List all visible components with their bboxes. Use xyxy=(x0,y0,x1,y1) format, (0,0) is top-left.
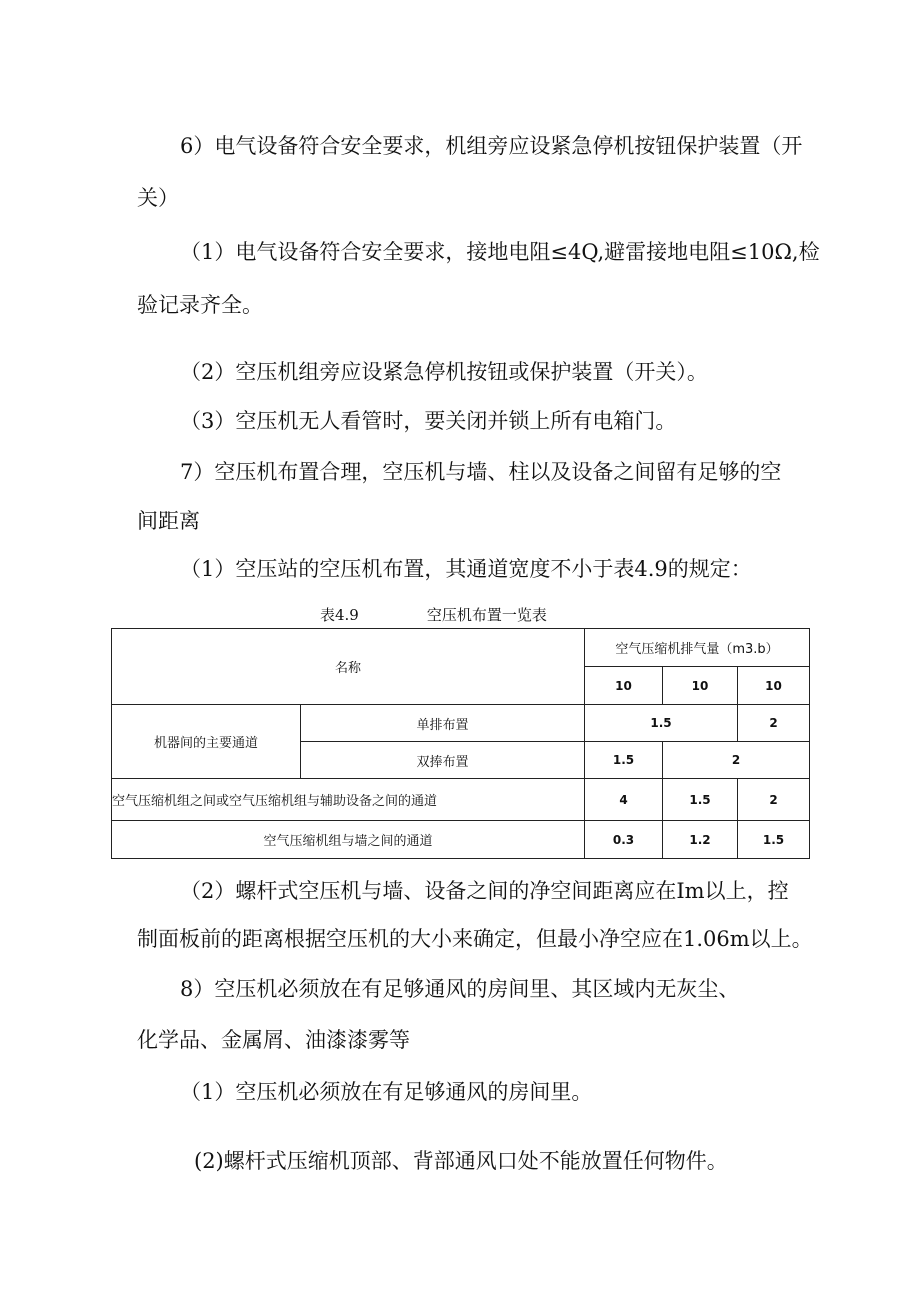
table-caption xyxy=(320,604,547,626)
para-6-1-line1: （1）电气设备符合安全要求，接地电阻≤4Q,避雷接地电阻≤10Ω,检 xyxy=(180,240,820,264)
row-units-aisle-label: 空气压缩机组之间或空气压缩机组与辅助设备之间的通道 xyxy=(112,779,585,821)
para-8-line1: 8）空压机必须放在有足够通风的房间里、其区域内无灰尘、 xyxy=(180,977,740,1001)
header-group: 空气压缩机排气量（m3.b） xyxy=(585,629,810,667)
para-7-line2: 间距离 xyxy=(137,509,200,533)
row-double-label: 双捧布置 xyxy=(301,742,585,779)
para-8-1: （1）空压机必须放在有足够通风的房间里。 xyxy=(180,1080,593,1104)
para-7-2-line1: （2）螺杆式空压机与墙、设备之间的净空间距离应在Im以上，控 xyxy=(180,879,789,903)
para-6-1-line2: 验记录齐全。 xyxy=(137,293,263,317)
row-units-value-2: 1.5 xyxy=(663,779,738,821)
row-single-label: 单排布置 xyxy=(301,705,585,742)
row-wall-value-3: 1.5 xyxy=(738,821,810,859)
para-8-line2: 化学品、金属屑、油漆漆雾等 xyxy=(137,1028,410,1052)
row-double-value-2: 2 xyxy=(663,742,810,779)
row-main-aisle-label: 机器间的主要通道 xyxy=(112,705,301,779)
para-6-2: （2）空压机组旁应设紧急停机按钮或保护装置（开关）。 xyxy=(180,360,708,384)
header-name: 名称 xyxy=(112,629,585,705)
header-val-1: 10 xyxy=(585,667,663,705)
row-wall-aisle-label: 空气压缩机组与墙之间的通道 xyxy=(112,821,585,859)
table-caption-title: 空压机布置一览表 xyxy=(426,606,547,624)
row-single-value-2: 2 xyxy=(738,705,810,742)
row-wall-value-2: 1.2 xyxy=(663,821,738,859)
para-7-1: （1）空压站的空压机布置，其通道宽度不小于表4.9的规定： xyxy=(180,557,752,581)
para-6-3: （3）空压机无人看管时，要关闭并锁上所有电箱门。 xyxy=(180,409,677,433)
row-units-value-1: 4 xyxy=(585,779,663,821)
row-units-value-3: 2 xyxy=(738,779,810,821)
header-val-3: 10 xyxy=(738,667,810,705)
para-8-2: (2)螺杆式压缩机顶部、背部通风口处不能放置任何物件。 xyxy=(194,1149,728,1173)
para-6-line1: 6）电气设备符合安全要求，机组旁应设紧急停机按钮保护装置（开 xyxy=(180,134,803,158)
row-wall-value-1: 0.3 xyxy=(585,821,663,859)
table-caption-number: 表4.9 xyxy=(320,606,359,624)
layout-table xyxy=(111,628,810,859)
para-7-2-line2: 制面板前的距离根据空压机的大小来确定，但最小净空应在1.06m以上。 xyxy=(137,927,813,951)
para-7-line1: 7）空压机布置合理，空压机与墙、柱以及设备之间留有足够的空 xyxy=(180,460,782,484)
para-6-line2: 关） xyxy=(137,186,179,210)
row-single-value-1: 1.5 xyxy=(585,705,738,742)
header-val-2: 10 xyxy=(663,667,738,705)
row-double-value-1: 1.5 xyxy=(585,742,663,779)
